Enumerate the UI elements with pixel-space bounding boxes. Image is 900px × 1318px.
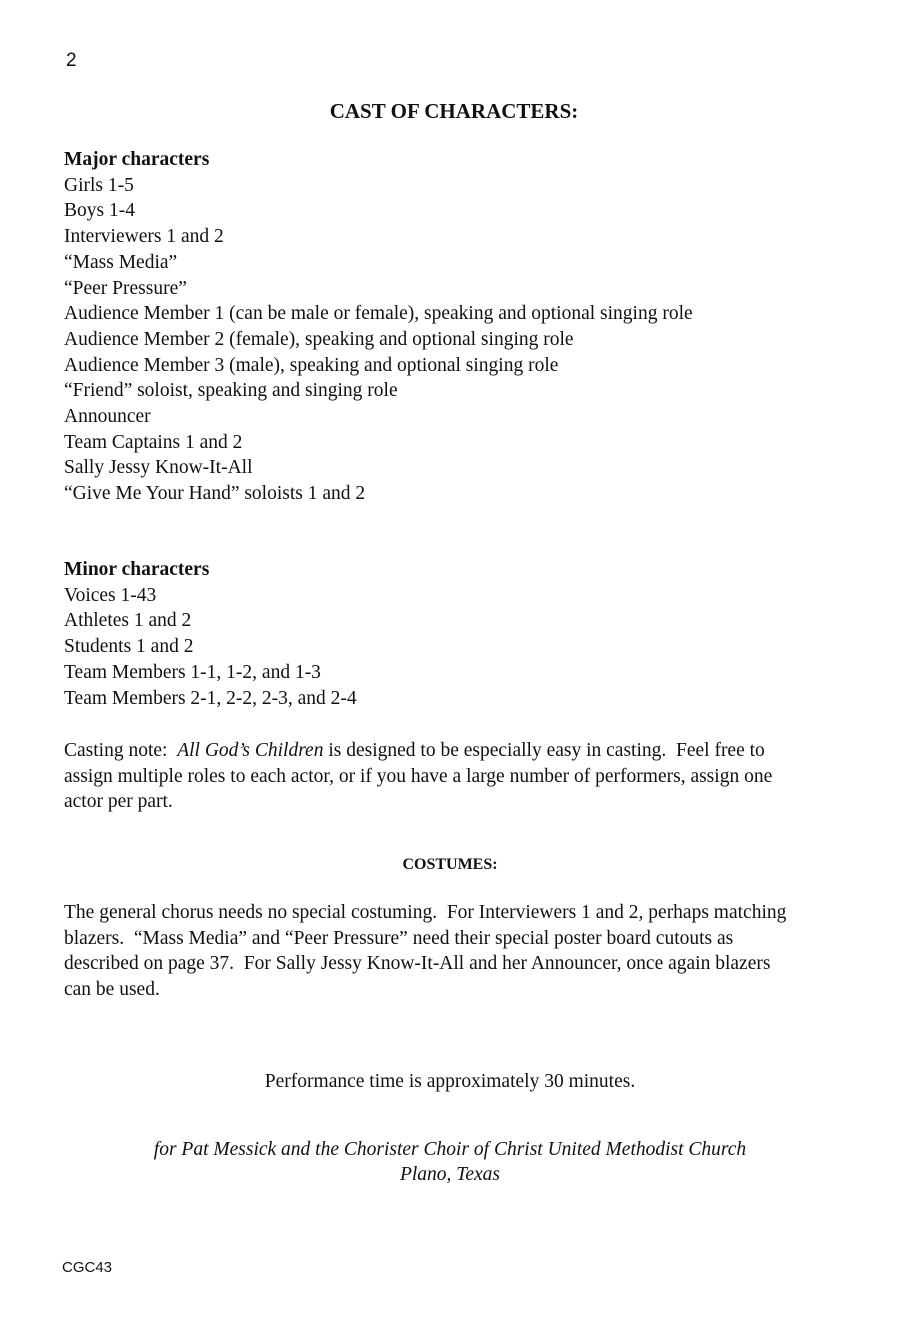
performance-time: Performance time is approximately 30 minutes.	[264, 1071, 636, 1092]
list-item: Athletes 1 and 2	[64, 610, 192, 632]
list-item: Team Members 1-1, 1-2, and 1-3	[64, 661, 321, 683]
list-item: “Friend” soloist, speaking and singing role	[64, 380, 398, 402]
dedication	[0, 1137, 900, 1187]
list-item: Girls 1-5	[64, 174, 134, 196]
page-title: CAST OF CHARACTERS:	[329, 99, 579, 123]
costumes-paragraph	[64, 900, 864, 1003]
casting-note-suffix: is designed to be especially easy in casting. Feel free to	[323, 740, 765, 761]
casting-note-line-1	[64, 738, 864, 764]
major-characters-heading: Major characters	[64, 149, 210, 170]
casting-note-prefix: Casting note:	[64, 740, 178, 761]
costumes-line: The general chorus needs no special costuming. For Interviewers 1 and 2, perhaps matching	[64, 902, 787, 923]
dedication-line-1: for Pat Messick and the Chorister Choir of Christ United Methodist Church	[153, 1139, 747, 1160]
costumes-heading: COSTUMES:	[402, 856, 498, 873]
list-item: “Mass Media”	[64, 251, 178, 273]
list-item: Team Captains 1 and 2	[64, 431, 243, 453]
costumes-line: blazers. “Mass Media” and “Peer Pressure” need their special poster board cutouts as	[64, 927, 734, 949]
list-item: “Peer Pressure”	[64, 277, 187, 299]
list-item: Audience Member 3 (male), speaking and optional singing role	[64, 354, 559, 376]
costumes-line: described on page 37. For Sally Jessy Know-It-All and her Announcer, once again blazers	[64, 953, 771, 975]
list-item: Students 1 and 2	[64, 636, 194, 658]
dedication-line-2: Plano, Texas	[399, 1164, 501, 1185]
list-item: Interviewers 1 and 2	[64, 226, 224, 248]
list-item: Sally Jessy Know-It-All	[64, 457, 253, 479]
list-item: Boys 1-4	[64, 200, 135, 222]
list-item: Audience Member 1 (can be male or female), speaking and optional singing role	[64, 303, 693, 325]
major-characters-section	[64, 147, 854, 507]
casting-note-line-2: assign multiple roles to each actor, or if you have a large number of performers, assign one	[64, 765, 773, 787]
casting-note-line-3: actor per part.	[64, 791, 173, 813]
list-item: Announcer	[64, 406, 151, 428]
page-number: 2	[66, 50, 77, 71]
catalog-code: CGC43	[62, 1259, 113, 1276]
costumes-line: can be used.	[64, 979, 160, 1001]
list-item: Audience Member 2 (female), speaking and optional singing role	[64, 328, 574, 350]
list-item: “Give Me Your Hand” soloists 1 and 2	[64, 483, 366, 505]
minor-characters-heading: Minor characters	[64, 559, 210, 580]
list-item: Team Members 2-1, 2-2, 2-3, and 2-4	[64, 687, 357, 709]
show-title: All God’s Children	[177, 740, 324, 761]
minor-characters-section	[64, 557, 854, 711]
casting-note	[64, 738, 864, 815]
list-item: Voices 1-43	[64, 584, 157, 606]
